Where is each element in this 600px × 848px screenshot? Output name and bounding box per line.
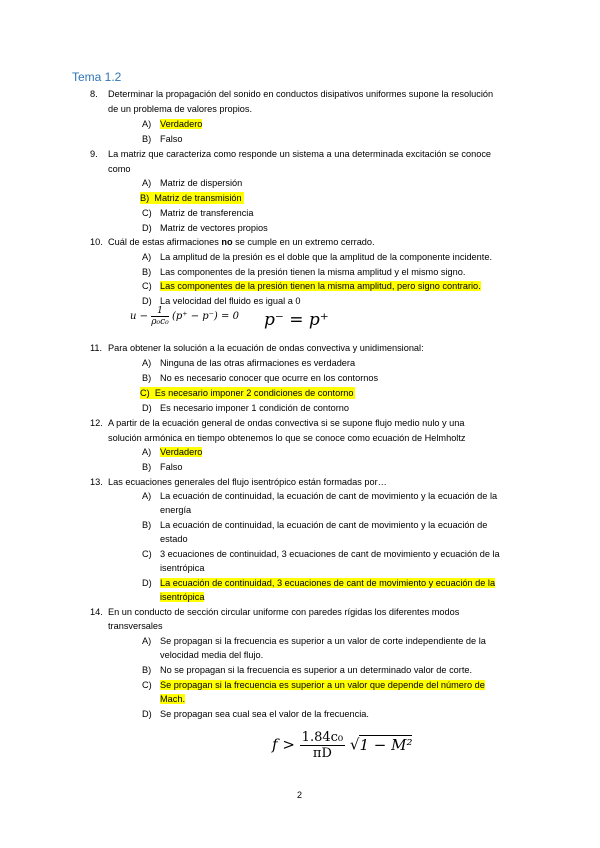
option-label: B) xyxy=(142,462,152,472)
option-label: C) xyxy=(142,208,152,218)
equation-velocity: u − $\frac{1}{\text{ρ₀c₀}}$ (p⁺ − p⁻) = 0 xyxy=(130,306,239,327)
answer-option-correct: La ecuación de continuidad, 3 ecuaciones de cant de movimiento y ecuación de la xyxy=(160,578,496,588)
answer-option-correct: Verdadero xyxy=(160,119,203,129)
answer-option-cont: velocidad media del flujo. xyxy=(160,650,264,660)
answer-option: Falso xyxy=(160,462,183,472)
answer-option: Matriz de vectores propios xyxy=(160,223,268,233)
answer-option-correct-cont: isentrópica xyxy=(160,592,205,602)
question-11-text: Para obtener la solución a la ecuación de ondas convectiva y unidimensional: xyxy=(108,343,424,353)
answer-option-cont: energía xyxy=(160,505,192,515)
option-label: A) xyxy=(142,178,152,188)
answer-option-correct: Verdadero xyxy=(160,447,203,457)
answer-option-correct: Matriz de transmisión xyxy=(154,193,242,203)
option-label: C) xyxy=(142,549,152,559)
question-8-text: Determinar la propagación del sonido en conductos disipativos uniformes supone la resolución xyxy=(108,89,494,99)
answer-option-correct: Se propagan si la frecuencia es superior a un valor que depende del número de xyxy=(160,680,485,690)
question-13-number: 13. xyxy=(90,477,103,487)
answer-option: Matriz de dispersión xyxy=(160,178,243,188)
answer-option-cont: isentrópica xyxy=(160,563,205,573)
option-label: B) xyxy=(142,520,152,530)
option-label: A) xyxy=(142,447,152,457)
answer-option-correct: Las componentes de la presión tienen la misma amplitud, pero signo contrario. xyxy=(160,281,481,291)
question-12-text-2: solución armónica en tiempo obtenemos lo que se conoce como ecuación de Helmholtz xyxy=(108,433,466,443)
option-label: C) xyxy=(142,281,152,291)
option-label: C) xyxy=(142,680,152,690)
option-label: A) xyxy=(142,119,152,129)
answer-option-cont: estado xyxy=(160,534,188,544)
option-label: B) xyxy=(142,373,152,383)
question-14-text: En un conducto de sección circular uniforme con paredes rígidas los diferentes modos xyxy=(108,607,460,617)
equation-pressure: p⁻ = p⁺ xyxy=(264,310,329,330)
answer-option: Es necesario imponer 1 condición de contorno xyxy=(160,403,349,413)
answer-option-correct-cont: Mach. xyxy=(160,694,186,704)
answer-option: No se propagan si la frecuencia es superior a un determinado valor de corte. xyxy=(160,665,473,675)
question-9-text: La matriz que caracteriza como responde un sistema a una determinada excitación se conoce xyxy=(108,149,492,159)
answer-option: Se propagan si la frecuencia es superior a un valor de corte independiente de la xyxy=(160,636,486,646)
question-14-number: 14. xyxy=(90,607,103,617)
question-9-text-2: como xyxy=(108,164,131,174)
option-label: D) xyxy=(142,403,152,413)
option-label: A) xyxy=(142,358,152,368)
answer-option: Ninguna de las otras afirmaciones es verdadera xyxy=(160,358,356,368)
answer-option: La ecuación de continuidad, la ecuación de cant de movimiento y la ecuación de xyxy=(160,520,488,530)
option-label: B) xyxy=(142,267,152,277)
option-label: A) xyxy=(142,636,152,646)
option-label: B) xyxy=(142,134,152,144)
answer-option: Matriz de transferencia xyxy=(160,208,254,218)
answer-option: La amplitud de la presión es el doble que la amplitud de la componente incidente. xyxy=(160,252,492,262)
option-label: B) xyxy=(142,665,152,675)
option-label: A) xyxy=(142,252,152,262)
page-number: 2 xyxy=(297,790,303,800)
answer-option: Se propagan sea cual sea el valor de la frecuencia. xyxy=(160,709,369,719)
answer-option: La velocidad del fluido es igual a 0 xyxy=(160,296,301,306)
option-label: D) xyxy=(142,709,152,719)
answer-option: Las componentes de la presión tienen la misma amplitud y el mismo signo. xyxy=(160,267,466,277)
option-label: D) xyxy=(142,578,152,588)
question-8-number: 8. xyxy=(90,89,98,99)
question-10-text: Cuál de estas afirmaciones no se cumple en un extremo cerrado. xyxy=(108,237,375,247)
option-label: D) xyxy=(142,296,152,306)
equation-cutoff-frequency: f > $\frac{\text{1.84c₀}}{\pi D}$ √1 − M² xyxy=(272,730,413,761)
option-label: A) xyxy=(142,491,152,501)
answer-option: La ecuación de continuidad, la ecuación de cant de movimiento y la ecuación de la xyxy=(160,491,498,501)
question-8-text-2: de un problema de valores propios. xyxy=(108,104,253,114)
answer-option: Falso xyxy=(160,134,183,144)
question-13-text: Las ecuaciones generales del flujo isentrópico están formadas por… xyxy=(108,477,387,487)
question-14-text-2: transversales xyxy=(108,621,163,631)
option-label: B) xyxy=(140,193,150,203)
question-12-number: 12. xyxy=(90,418,103,428)
question-10-number: 10. xyxy=(90,237,103,247)
question-11-number: 11. xyxy=(90,343,103,353)
answer-option-correct: Es necesario imponer 2 condiciones de contorno xyxy=(154,388,354,398)
question-9-number: 9. xyxy=(90,149,98,159)
option-label: D) xyxy=(142,223,152,233)
answer-option: 3 ecuaciones de continuidad, 3 ecuaciones de cant de movimiento y ecuación de la xyxy=(160,549,500,559)
answer-option: No es necesario conocer que ocurre en los contornos xyxy=(160,373,379,383)
option-label: C) xyxy=(140,388,150,398)
question-12-text: A partir de la ecuación general de ondas convectiva si se supone flujo medio nulo y una xyxy=(108,418,465,428)
section-heading: Tema 1.2 xyxy=(72,70,122,84)
